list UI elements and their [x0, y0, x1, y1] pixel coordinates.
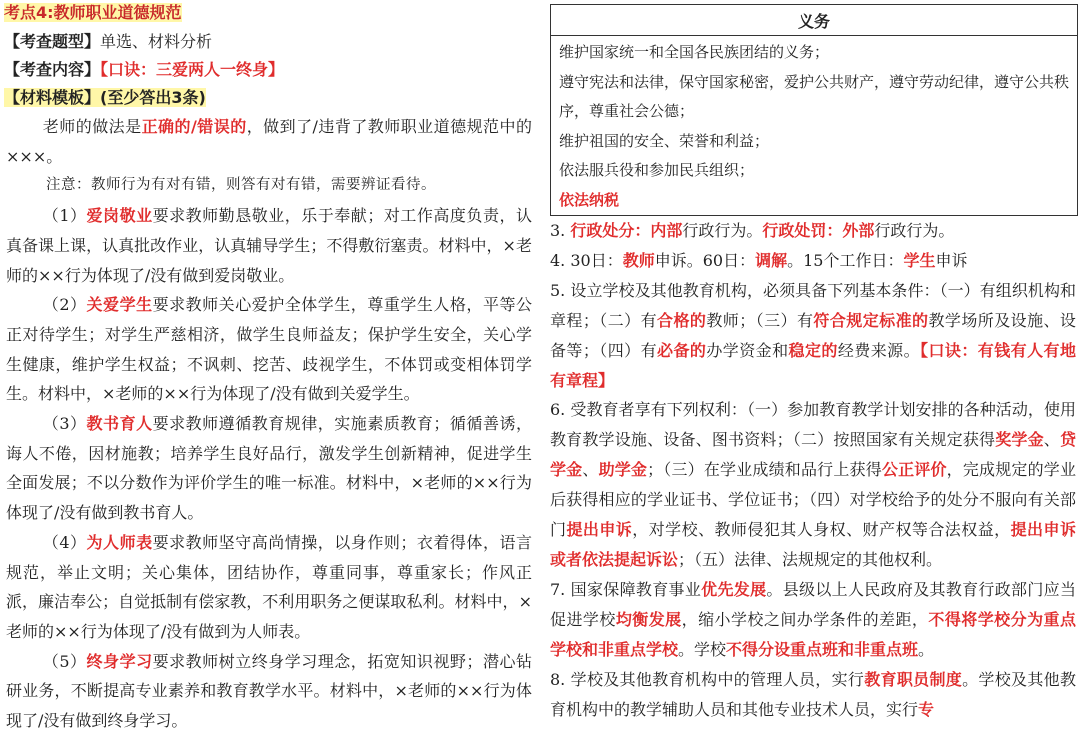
norm-item-3: （3）教书育人要求教师遵循教育规律，实施素质教育；循循善诱，诲人不倦，因材施教；培养学生良好品行，激发学生创新精神，促进学生全面发展；不以分数作为评价学生的唯一标准。材料中，×老师的××行为体现了/没有做到教书育人。	[6, 414, 532, 523]
template-row: 【材料模板】(至少答出3条)	[4, 88, 206, 107]
right-column	[548, 0, 1080, 724]
point-5: 5. 设立学校及其他教育机构，必须具备下列基本条件：（一）有组织机构和章程；（二）有合格的教师；（三）有符合规定标准的教学场所及设施、设备等；（四）有必备的办学资金和稳定的经费来源。【口诀：有钱有人有地有章程】	[550, 280, 1076, 390]
duty-item: 维护祖国的安全、荣誉和利益；	[559, 131, 770, 150]
question-type-row: 【考查题型】单选、材料分析	[4, 32, 213, 51]
point-7: 7. 国家保障教育事业优先发展。县级以上人民政府及其教育行政部门应当促进学校均衡发展，缩小学校之间办学条件的差距，不得将学校分为重点学校和非重点学校。学校不得分设重点班和非重点班。	[550, 579, 1076, 659]
point-4: 4. 30日：教师申诉。60日：调解。15个工作日：学生申诉	[550, 250, 968, 270]
note-line: 注意：教师行为有对有错，则答有对有错，需要辨证看待。	[46, 177, 436, 194]
duty-item: 依法服兵役和参加民兵组织；	[559, 161, 755, 179]
left-column	[0, 0, 540, 736]
intro-paragraph: 老师的做法是正确的/错误的，做到了/违背了教师职业道德规范中的×××。	[6, 117, 532, 166]
duty-item: 遵守宪法和法律，保守国家秘密，爱护公共财产，遵守劳动纪律，遵守公共秩序，尊重社会公德；	[559, 72, 1070, 120]
section-title: 考点4:教师职业道德规范	[4, 3, 182, 22]
point-3: 3. 行政处分：内部行政行为。行政处罚：外部行政行为。	[550, 221, 955, 240]
duties-table	[550, 4, 1078, 216]
norm-item-5: （5）终身学习要求教师树立终身学习理念，拓宽知识视野；潜心钻研业务，不断提高专业素养和教育教学水平。材料中，×老师的××行为体现了/没有做到终身学习。	[6, 651, 532, 731]
content-row: 【考查内容】【口诀：三爱两人一终身】	[4, 60, 285, 79]
duty-item-highlight: 依法纳税	[559, 190, 620, 209]
point-8: 8. 学校及其他教育机构中的管理人员，实行教育职员制度。学校及其他教育机构中的教学辅助人员和其他专业技术人员，实行专	[550, 669, 1076, 719]
duties-table-body	[551, 36, 1078, 216]
point-6: 6. 受教育者享有下列权利：（一）参加教育教学计划安排的各种活动，使用教育教学设施、设备、图书资料；（二）按照国家有关规定获得奖学金、贷学金、助学金；（三）在学业成绩和品行上获得公正评价，完成规定的学业后获得相应的学业证书、学位证书；（四）对学校给予的处分不服向有关部门提出申诉，对学校、教师侵犯其人身权、财产权等合法权益，提出申诉或者依法提起诉讼；（五）法律、法规规定的其他权利。	[550, 400, 1076, 569]
norm-item-4: （4）为人师表要求教师坚守高尚情操，以身作则；衣着得体，语言规范，举止文明；关心集体，团结协作，尊重同事，尊重家长；作风正派，廉洁奉公；自觉抵制有偿家教，不利用职务之便谋取私利。材料中，×老师的××行为体现了/没有做到为人师表。	[6, 532, 532, 641]
norm-item-2: （2）关爱学生要求教师关心爱护全体学生，尊重学生人格，平等公正对待学生；对学生严慈相济，做学生良师益友；保护学生安全，关心学生健康，维护学生权益；不讽刺、挖苦、歧视学生，不体罚或变相体罚学生。材料中，×老师的××行为体现了/没有做到关爱学生。	[6, 295, 532, 404]
duties-table-header: 义务	[551, 5, 1078, 36]
norm-item-1: （1）爱岗敬业要求教师勤恳敬业，乐于奉献；对工作高度负责，认真备课上课，认真批改作业，认真辅导学生；不得敷衍塞责。材料中，×老师的××行为体现了/没有做到爱岗敬业。	[6, 206, 532, 285]
duty-item: 维护国家统一和全国各民族团结的义务；	[559, 43, 830, 61]
